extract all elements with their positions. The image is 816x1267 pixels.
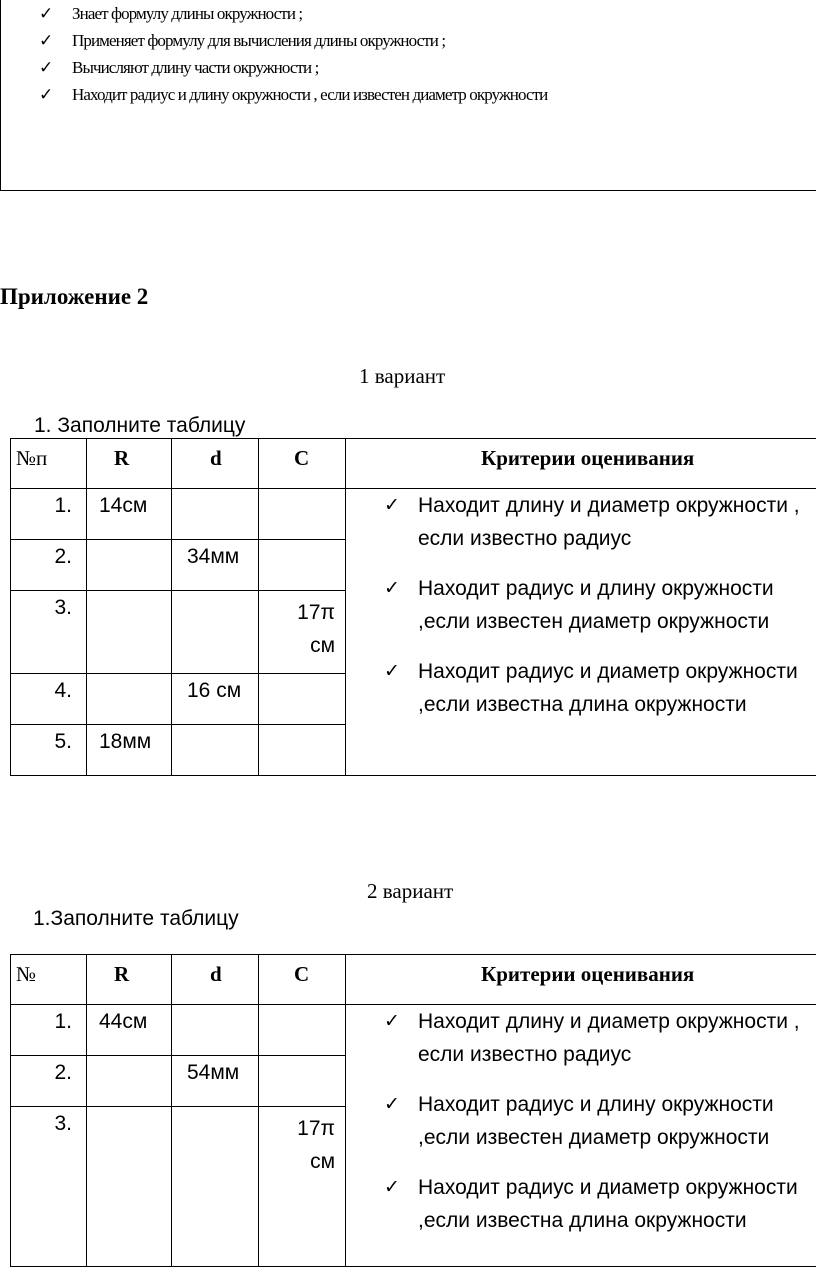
check-icon: ✓	[384, 1005, 400, 1038]
criteria-list	[384, 489, 816, 738]
header-d: d	[172, 955, 259, 1005]
check-icon: ✓	[39, 30, 53, 52]
criterion-item: ✓ Находит длину и диаметр окружности , если известно радиус	[384, 489, 816, 555]
objective-item: ✓ Вычисляют длину части окружности ;	[39, 57, 547, 84]
row-number: 2.	[11, 540, 87, 591]
check-icon: ✓	[384, 1088, 400, 1121]
header-number: №	[11, 955, 87, 1005]
check-icon: ✓	[384, 489, 400, 522]
header-c: C	[259, 439, 346, 489]
header-c: C	[259, 955, 346, 1005]
row-number: 1.	[11, 1005, 87, 1056]
criteria-cell	[346, 1005, 816, 1267]
objective-item: ✓ Знает формулу длины окружности ;	[39, 3, 547, 30]
variant1-task: 1. Заполните таблицу	[34, 414, 245, 438]
criterion-item: ✓ Находит радиус и диаметр окружности ,если известна длина окружности	[384, 655, 816, 721]
header-number: №п	[11, 439, 87, 489]
variant2-task: 1.Заполните таблицу	[33, 907, 239, 931]
row-r	[87, 1107, 172, 1267]
check-icon: ✓	[39, 57, 53, 79]
row-r	[87, 1056, 172, 1107]
check-icon: ✓	[384, 572, 400, 605]
row-d: 34мм	[172, 540, 259, 591]
row-r: 44см	[87, 1005, 172, 1056]
header-r: R	[87, 439, 172, 489]
objective-item: ✓ Находит радиус и длину окружности , если известен диаметр окружности	[39, 84, 547, 111]
variant2-title: 2 вариант	[367, 879, 453, 904]
row-r	[87, 591, 172, 674]
objectives-box	[0, 0, 816, 191]
row-c	[259, 674, 346, 725]
row-c	[259, 540, 346, 591]
criteria-list	[384, 1005, 816, 1254]
row-d	[172, 1107, 259, 1267]
row-number: 4.	[11, 674, 87, 725]
row-c: 17π см	[259, 591, 346, 674]
row-c	[259, 725, 346, 776]
criterion-item: ✓ Находит длину и диаметр окружности , если известно радиус	[384, 1005, 816, 1071]
check-icon: ✓	[384, 1171, 400, 1204]
row-number: 3.	[11, 1107, 87, 1267]
check-icon: ✓	[39, 3, 53, 25]
row-number: 5.	[11, 725, 87, 776]
row-r	[87, 674, 172, 725]
criterion-item: ✓ Находит радиус и диаметр окружности ,если известна длина окружности	[384, 1171, 816, 1237]
variant2-table	[10, 954, 816, 1267]
header-criteria: Критерии оценивания	[346, 955, 816, 1005]
row-d	[172, 1005, 259, 1056]
row-d	[172, 489, 259, 540]
criterion-item: ✓ Находит радиус и длину окружности ,если известен диаметр окружности	[384, 572, 816, 638]
row-d: 54мм	[172, 1056, 259, 1107]
objectives-list	[39, 3, 547, 111]
check-icon: ✓	[39, 84, 53, 106]
variant1-title: 1 вариант	[359, 364, 445, 389]
row-number: 2.	[11, 1056, 87, 1107]
row-c: 17π см	[259, 1107, 346, 1267]
row-r: 18мм	[87, 725, 172, 776]
header-criteria: Критерии оценивания	[346, 439, 816, 489]
row-d	[172, 591, 259, 674]
row-c	[259, 489, 346, 540]
row-r	[87, 540, 172, 591]
variant1-table	[10, 438, 816, 776]
header-d: d	[172, 439, 259, 489]
criterion-item: ✓ Находит радиус и длину окружности ,если известен диаметр окружности	[384, 1088, 816, 1154]
row-number: 3.	[11, 591, 87, 674]
criteria-cell	[346, 489, 816, 776]
header-r: R	[87, 955, 172, 1005]
row-d: 16 см	[172, 674, 259, 725]
objective-item: ✓ Применяет формулу для вычисления длины окружности ;	[39, 30, 547, 57]
row-d	[172, 725, 259, 776]
check-icon: ✓	[384, 655, 400, 688]
row-r: 14см	[87, 489, 172, 540]
appendix-heading: Приложение 2	[0, 284, 148, 310]
row-c	[259, 1005, 346, 1056]
row-c	[259, 1056, 346, 1107]
row-number: 1.	[11, 489, 87, 540]
